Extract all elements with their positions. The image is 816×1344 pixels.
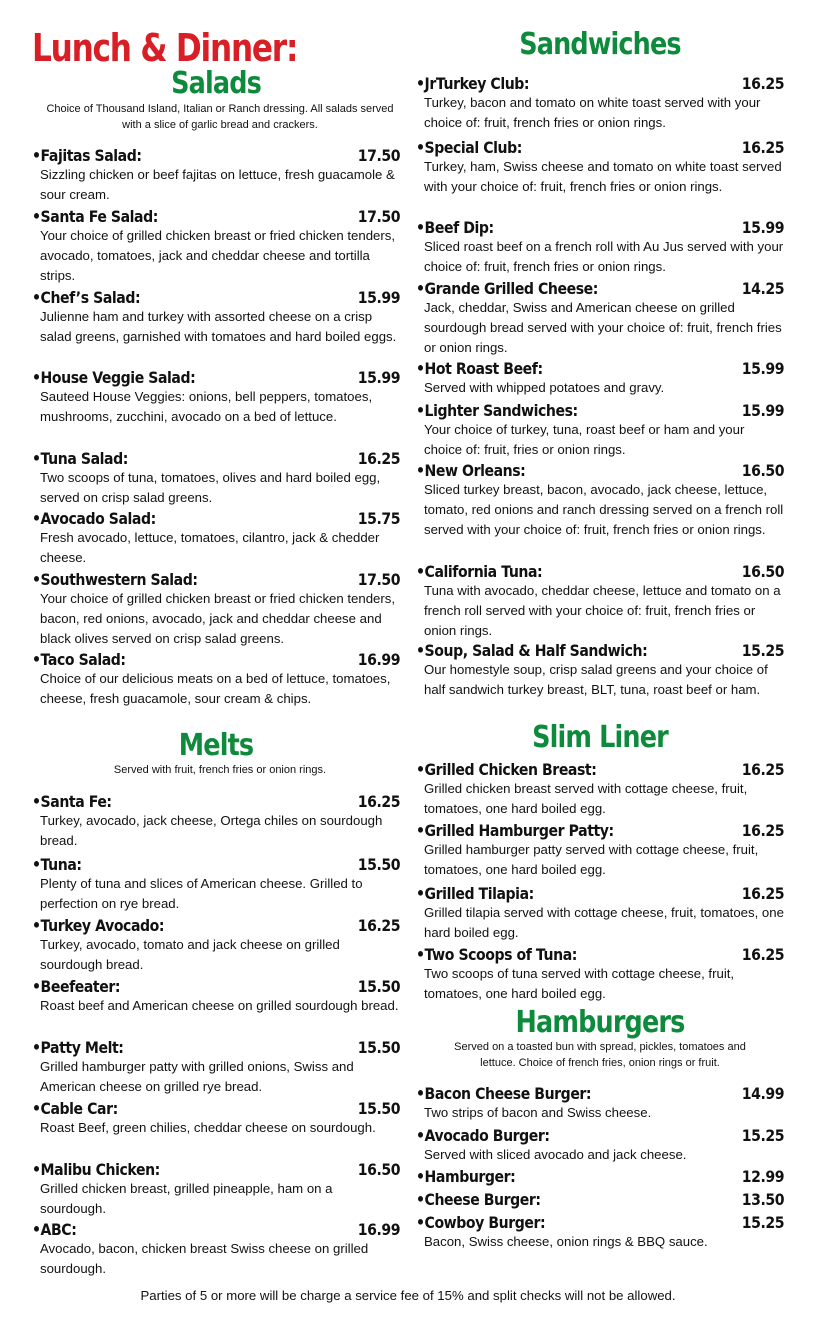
menu-item — [416, 456, 784, 540]
menu-item-name: •Special Club: — [416, 138, 522, 157]
menu-item-header — [416, 354, 784, 378]
menu-item — [416, 557, 784, 641]
menu-item-name: •Beef Dip: — [416, 218, 494, 237]
menu-item-header — [32, 202, 400, 226]
menu-item-price: 16.25 — [357, 916, 400, 935]
hamburgers-title: Hamburgers — [515, 1005, 685, 1040]
menu-item-header — [32, 1155, 400, 1179]
menu-item-header — [416, 1185, 784, 1209]
menu-item-description: Plenty of tuna and slices of American cheese. Grilled to perfection on rye bread. — [40, 876, 363, 911]
menu-item-name: •Santa Fe: — [32, 792, 112, 811]
menu-item — [416, 636, 784, 700]
menu-item-name: •Cowboy Burger: — [416, 1213, 546, 1232]
menu-item — [32, 1094, 400, 1138]
menu-item-description: Two scoops of tuna served with cottage cheese, fruit, tomatoes, one hard boiled egg. — [424, 966, 735, 1001]
menu-item-name: •Grilled Hamburger Patty: — [416, 821, 614, 840]
menu-item-price: 12.99 — [741, 1167, 784, 1186]
menu-item-name: •Two Scoops of Tuna: — [416, 945, 577, 964]
menu-item-header — [416, 755, 784, 779]
menu-item-name: •Grande Grilled Cheese: — [416, 279, 598, 298]
menu-item-name: •California Tuna: — [416, 562, 543, 581]
menu-item — [416, 1208, 784, 1252]
menu-item — [32, 141, 400, 205]
menu-item-name: •Southwestern Salad: — [32, 570, 198, 589]
menu-item-description: Two strips of bacon and Swiss cheese. — [424, 1105, 652, 1120]
menu-item-description: Sliced turkey breast, bacon, avocado, jack cheese, lettuce, tomato, red onions and ranch dressing served on a french roll served with your choice of: fruit, french fries or onion rings. — [424, 482, 784, 537]
menu-item — [416, 396, 784, 460]
menu-item-name: •Hamburger: — [416, 1167, 516, 1186]
menu-item-header — [416, 1079, 784, 1103]
menu-item-header — [416, 879, 784, 903]
menu-item-description: Your choice of grilled chicken breast or fried chicken tenders, avocado, tomatoes, jack and cheddar cheese and tortilla strips. — [40, 228, 396, 283]
salads-title: Salads — [171, 66, 261, 101]
menu-item — [32, 363, 400, 427]
menu-item-price: 15.99 — [741, 401, 784, 420]
menu-item-header — [32, 141, 400, 165]
menu-item-description: Roast beef and American cheese on grilled sourdough bread. — [40, 998, 399, 1013]
menu-item-price: 16.50 — [741, 461, 784, 480]
menu-item-description: Served with sliced avocado and jack cheese. — [424, 1147, 687, 1162]
menu-item — [416, 940, 784, 1004]
menu-item-price: 15.75 — [357, 509, 400, 528]
menu-item-name: •Cheese Burger: — [416, 1190, 541, 1209]
menu-item-name: •House Veggie Salad: — [32, 368, 196, 387]
menu-item-header — [416, 69, 784, 93]
menu-item — [32, 972, 400, 1016]
salads-note: Choice of Thousand Island, Italian or Ranch dressing. All salads served with a slice of garlic bread and crackers. — [46, 103, 394, 131]
menu-item-name: •Tuna: — [32, 855, 82, 874]
menu-item-header — [416, 940, 784, 964]
menu-item-price: 17.50 — [357, 207, 400, 226]
menu-item-price: 16.99 — [357, 650, 400, 669]
menu-item-price: 15.25 — [741, 641, 784, 660]
menu-item-price: 13.50 — [741, 1190, 784, 1209]
menu-item-description: Grilled hamburger patty with grilled onions, Swiss and American cheese on grilled rye bread. — [40, 1059, 354, 1094]
menu-item-name: •Avocado Burger: — [416, 1126, 550, 1145]
menu-item-name: •Beefeater: — [32, 977, 121, 996]
menu-item-description: Fresh avocado, lettuce, tomatoes, cilantro, jack & chedder cheese. — [40, 530, 380, 565]
menu-item-name: •Tuna Salad: — [32, 449, 128, 468]
menu-item-description: Turkey, ham, Swiss cheese and tomato on white toast served with your choice of: fruit, french fries or onion rings. — [424, 159, 782, 194]
menu-item-header — [416, 1121, 784, 1145]
menu-item-name: •Bacon Cheese Burger: — [416, 1084, 592, 1103]
page-title: Lunch & Dinner: — [32, 26, 298, 70]
menu-item-header — [32, 1094, 400, 1118]
menu-item-header — [32, 645, 400, 669]
menu-item-header — [32, 911, 400, 935]
menu-item-description: Turkey, bacon and tomato on white toast served with your choice of: fruit, french fries or onion rings. — [424, 95, 761, 130]
menu-item-description: Roast Beef, green chilies, cheddar cheese on sourdough. — [40, 1120, 376, 1135]
menu-item-price: 16.25 — [741, 760, 784, 779]
melts-note: Served with fruit, french fries or onion rings. — [113, 764, 327, 776]
menu-item-description: Turkey, avocado, tomato and jack cheese on grilled sourdough bread. — [40, 937, 340, 972]
menu-item-description: Two scoops of tuna, tomatoes, olives and hard boiled egg, served on crisp salad greens. — [40, 470, 381, 505]
menu-item-header — [32, 787, 400, 811]
menu-item-name: •Hot Roast Beef: — [416, 359, 543, 378]
menu-item-name: •Malibu Chicken: — [32, 1160, 160, 1179]
menu-item — [416, 213, 784, 277]
menu-item — [32, 1215, 400, 1279]
menu-item-price: 16.50 — [357, 1160, 400, 1179]
menu-item — [32, 911, 400, 975]
menu-item-price: 17.50 — [357, 146, 400, 165]
menu-item-price: 16.25 — [741, 945, 784, 964]
menu-item — [32, 202, 400, 286]
menu-item-header — [32, 1215, 400, 1239]
menu-item-name: •Turkey Avocado: — [32, 916, 165, 935]
menu-item — [416, 755, 784, 819]
menu-item-name: •Santa Fe Salad: — [32, 207, 158, 226]
menu-item-price: 16.25 — [741, 821, 784, 840]
menu-item — [416, 1162, 784, 1186]
menu-item-price: 16.25 — [741, 884, 784, 903]
menu-item — [416, 69, 784, 133]
menu-item-header — [416, 816, 784, 840]
menu-item-header — [416, 274, 784, 298]
menu-item-name: •Grilled Tilapia: — [416, 884, 534, 903]
menu-item-name: •Avocado Salad: — [32, 509, 156, 528]
menu-item-description: Our homestyle soup, crisp salad greens and your choice of half sandwich turkey breast, BLT, tuna, roast beef or ham. — [424, 662, 768, 697]
menu-item-price: 14.25 — [741, 279, 784, 298]
menu-item-description: Grilled tilapia served with cottage cheese, fruit, tomatoes, one hard boiled egg. — [424, 905, 784, 940]
menu-item — [416, 1185, 784, 1209]
menu-item-header — [32, 444, 400, 468]
melts-title: Melts — [178, 728, 254, 763]
menu-item-description: Served with whipped potatoes and gravy. — [424, 380, 665, 395]
menu-item-price: 16.25 — [357, 792, 400, 811]
menu-item — [32, 444, 400, 508]
menu-item-description: Sauteed House Veggies: onions, bell peppers, tomatoes, mushrooms, zucchini, avocado on a bed of lettuce. — [40, 389, 373, 424]
menu-item-price: 15.99 — [357, 368, 400, 387]
menu-item-header — [32, 850, 400, 874]
menu-item-header — [416, 213, 784, 237]
hamburgers-note: Served on a toasted bun with spread, pickles, tomatoes and lettuce. Choice of french fries, onion rings or fruit. — [454, 1041, 746, 1069]
menu-item — [32, 850, 400, 914]
menu-item-price: 15.25 — [741, 1126, 784, 1145]
menu-item-header — [32, 1033, 400, 1057]
menu-item — [32, 565, 400, 649]
menu-item-price: 15.99 — [741, 218, 784, 237]
menu-item — [416, 879, 784, 943]
menu-item-description: Turkey, avocado, jack cheese, Ortega chiles on sourdough bread. — [40, 813, 383, 848]
menu-item-price: 16.50 — [741, 562, 784, 581]
menu-item-name: •Chef’s Salad: — [32, 288, 141, 307]
menu-item-price: 15.50 — [357, 977, 400, 996]
menu-item-header — [416, 133, 784, 157]
menu-item-name: •Lighter Sandwiches: — [416, 401, 578, 420]
menu-item — [32, 1155, 400, 1219]
menu-item-header — [416, 456, 784, 480]
service-fee-footer: Parties of 5 or more will be charge a service fee of 15% and split checks will not be allowed. — [140, 1288, 676, 1303]
menu-item — [32, 504, 400, 568]
menu-item-description: Grilled chicken breast, grilled pineapple, ham on a sourdough. — [40, 1181, 333, 1216]
menu-item-description: Avocado, bacon, chicken breast Swiss cheese on grilled sourdough. — [40, 1241, 369, 1276]
menu-item-description: Julienne ham and turkey with assorted cheese on a crisp salad greens, garnished with tomatoes and hard boiled eggs. — [40, 309, 397, 344]
menu-item-name: •Soup, Salad & Half Sandwich: — [416, 641, 648, 660]
menu-item-name: •Patty Melt: — [32, 1038, 124, 1057]
menu-item-price: 15.99 — [741, 359, 784, 378]
menu-item-price: 15.99 — [357, 288, 400, 307]
menu-item-name: •JrTurkey Club: — [416, 74, 530, 93]
menu-item-price: 15.50 — [357, 855, 400, 874]
menu-item-description: Choice of our delicious meats on a bed of lettuce, tomatoes, cheese, fresh guacamole, sour cream & chips. — [40, 671, 391, 706]
menu-item-name: •Grilled Chicken Breast: — [416, 760, 597, 779]
menu-item-description: Grilled chicken breast served with cottage cheese, fruit, tomatoes, one hard boiled egg. — [424, 781, 748, 816]
menu-item-header — [32, 565, 400, 589]
menu-item-header — [416, 636, 784, 660]
menu-item-price: 16.99 — [357, 1220, 400, 1239]
menu-item-price: 16.25 — [741, 74, 784, 93]
sandwiches-title: Sandwiches — [519, 27, 681, 62]
menu-item — [32, 1033, 400, 1097]
menu-item — [416, 1121, 784, 1165]
menu-item-header — [32, 283, 400, 307]
menu-item — [416, 354, 784, 398]
menu-item-header — [32, 972, 400, 996]
menu-item-header — [32, 504, 400, 528]
menu-item-description: Bacon, Swiss cheese, onion rings & BBQ sauce. — [424, 1234, 708, 1249]
menu-item-header — [32, 363, 400, 387]
menu-item-header — [416, 557, 784, 581]
menu-item — [416, 816, 784, 880]
menu-item-description: Your choice of grilled chicken breast or fried chicken tenders, bacon, red onions, avocado, jack and cheddar cheese and black olives served on crisp salad greens. — [40, 591, 396, 646]
menu-item-description: Tuna with avocado, cheddar cheese, lettuce and tomato on a french roll served with your choice of: fruit, french fries or onion rings. — [424, 583, 781, 638]
menu-item-header — [416, 396, 784, 420]
menu-item — [416, 1079, 784, 1123]
menu-item-name: •Fajitas Salad: — [32, 146, 142, 165]
menu-item-name: •New Orleans: — [416, 461, 526, 480]
menu-item-description: Grilled hamburger patty served with cottage cheese, fruit, tomatoes, one hard boiled egg. — [424, 842, 759, 877]
menu-item — [416, 274, 784, 358]
menu-item-price: 16.25 — [357, 449, 400, 468]
menu-item-name: •Cable Car: — [32, 1099, 118, 1118]
menu-item-description: Sliced roast beef on a french roll with Au Jus served with your choice of: fruit, french fries or onion rings. — [424, 239, 784, 274]
menu-item-name: •Taco Salad: — [32, 650, 126, 669]
slim-liner-title: Slim Liner — [532, 720, 668, 755]
menu-item — [32, 787, 400, 851]
menu-item-name: •ABC: — [32, 1220, 77, 1239]
menu-item-header — [416, 1162, 784, 1186]
menu-item-price: 15.50 — [357, 1038, 400, 1057]
menu-item — [416, 133, 784, 197]
menu-item-description: Your choice of turkey, tuna, roast beef or ham and your choice of: fruit, fries or onion rings. — [424, 422, 745, 457]
menu-item-price: 17.50 — [357, 570, 400, 589]
menu-item-price: 15.25 — [741, 1213, 784, 1232]
menu-item-price: 14.99 — [741, 1084, 784, 1103]
menu-item-price: 16.25 — [741, 138, 784, 157]
menu-item-description: Sizzling chicken or beef fajitas on lettuce, fresh guacamole & sour cream. — [40, 167, 395, 202]
menu-item — [32, 645, 400, 709]
menu-item-description: Jack, cheddar, Swiss and American cheese on grilled sourdough bread served with your choice of: fruit, french fries or onion rings. — [424, 300, 782, 355]
menu-item — [32, 283, 400, 347]
menu-item-price: 15.50 — [357, 1099, 400, 1118]
menu-item-header — [416, 1208, 784, 1232]
